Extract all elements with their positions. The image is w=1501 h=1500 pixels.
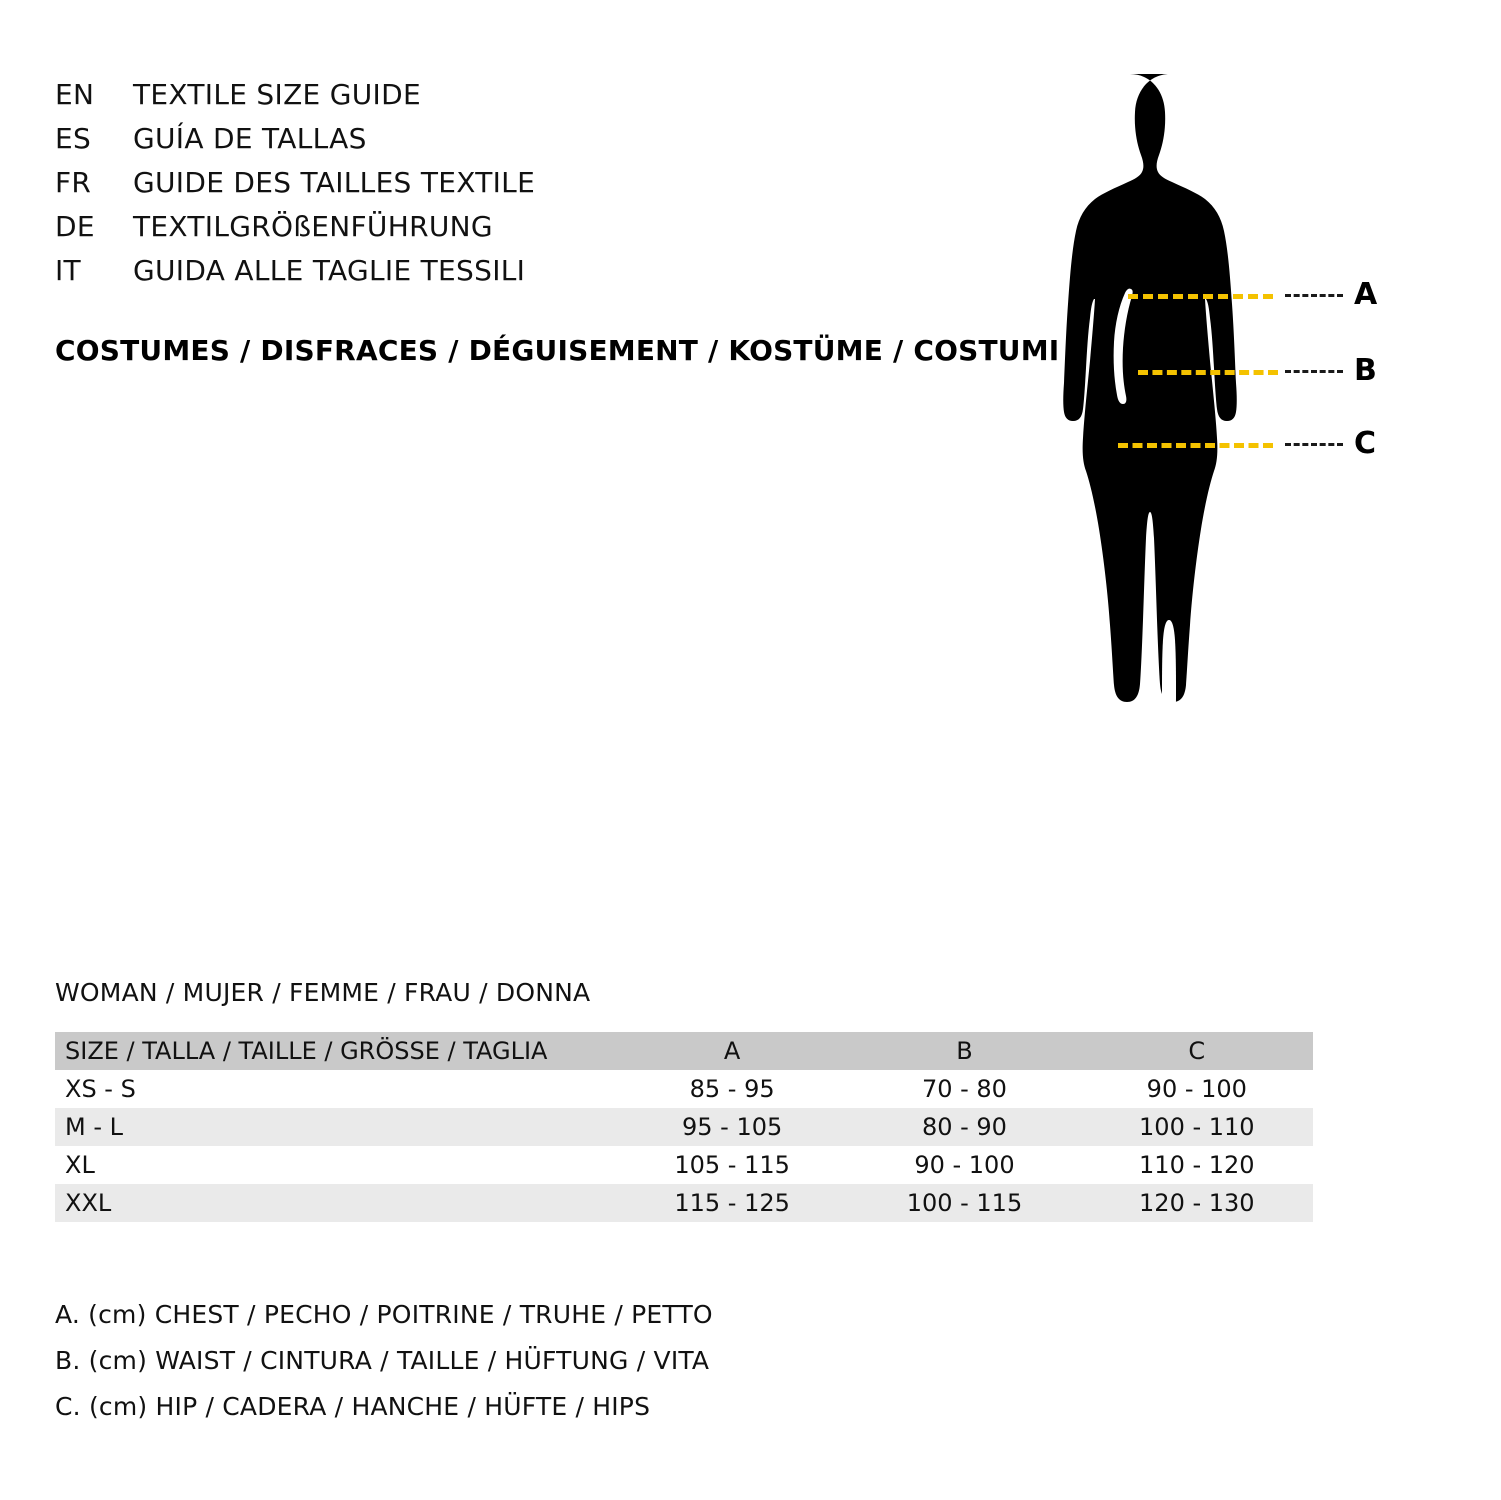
cell-hip: 110 - 120 [1139,1151,1255,1179]
cell-waist: 100 - 115 [906,1189,1023,1217]
cell-chest: 105 - 115 [674,1151,790,1179]
language-list [55,78,1035,298]
cell-hip: 120 - 130 [1139,1189,1255,1217]
measure-label-a: A [1354,277,1378,312]
cell-size: XXL [65,1189,112,1217]
table-row [55,1108,1313,1146]
category-line: COSTUMES / DISFRACES / DÉGUISEMENT / KOSTÜME / COSTUMI [55,334,1060,367]
cell-chest: 115 - 125 [674,1189,790,1217]
legend-row-hip: C. (cm) HIP / CADERA / HANCHE / HÜFTE / HIPS [55,1392,651,1421]
language-text-it: GUIDA ALLE TAGLIE TESSILI [133,254,526,287]
measure-label-b: B [1354,353,1377,388]
column-header-c: C [1188,1037,1206,1065]
measure-label-c: C [1354,426,1377,461]
language-row-es [55,122,1035,166]
language-text-de: TEXTILGRÖßENFÜHRUNG [133,210,493,243]
cell-waist: 90 - 100 [914,1151,1015,1179]
column-header-a: A [723,1037,741,1065]
language-text-en: TEXTILE SIZE GUIDE [133,78,421,111]
legend-row-chest: A. (cm) CHEST / PECHO / POITRINE / TRUHE / PETTO [55,1300,713,1329]
table-row [55,1184,1313,1222]
cell-chest: 85 - 95 [689,1075,775,1103]
legend [55,1300,713,1438]
cell-size: XL [65,1151,95,1179]
language-row-de [55,210,1035,254]
language-row-it [55,254,1035,298]
language-code-es: ES [55,122,92,155]
cell-hip: 90 - 100 [1146,1075,1247,1103]
leader-line-b [1285,370,1343,373]
cell-waist: 70 - 80 [921,1075,1007,1103]
woman-silhouette-icon [1020,60,1320,940]
table-title: WOMAN / MUJER / FEMME / FRAU / DONNA [55,978,591,1007]
measure-line-hip [1118,443,1273,448]
language-code-de: DE [55,210,95,243]
column-header-size: SIZE / TALLA / TAILLE / GRÖSSE / TAGLIA [65,1037,548,1065]
language-code-en: EN [55,78,95,111]
legend-row-waist: B. (cm) WAIST / CINTURA / TAILLE / HÜFTUNG / VITA [55,1346,710,1375]
table-header-row [55,1032,1313,1070]
measure-line-chest [1128,294,1273,299]
cell-size: XS - S [65,1075,136,1103]
column-header-b: B [956,1037,973,1065]
cell-size: M - L [65,1113,123,1141]
language-code-fr: FR [55,166,92,199]
cell-chest: 95 - 105 [682,1113,783,1141]
size-table [55,1032,1313,1222]
table-row [55,1146,1313,1184]
figure-diagram [1020,60,1440,940]
table-row [55,1070,1313,1108]
language-row-fr [55,166,1035,210]
leader-line-c [1285,443,1343,446]
cell-waist: 80 - 90 [921,1113,1007,1141]
language-text-es: GUÍA DE TALLAS [133,122,367,155]
language-text-fr: GUIDE DES TAILLES TEXTILE [133,166,536,199]
cell-hip: 100 - 110 [1139,1113,1255,1141]
language-code-it: IT [55,254,81,287]
language-row-en [55,78,1035,122]
leader-line-a [1285,294,1343,297]
measure-line-waist [1138,370,1278,375]
